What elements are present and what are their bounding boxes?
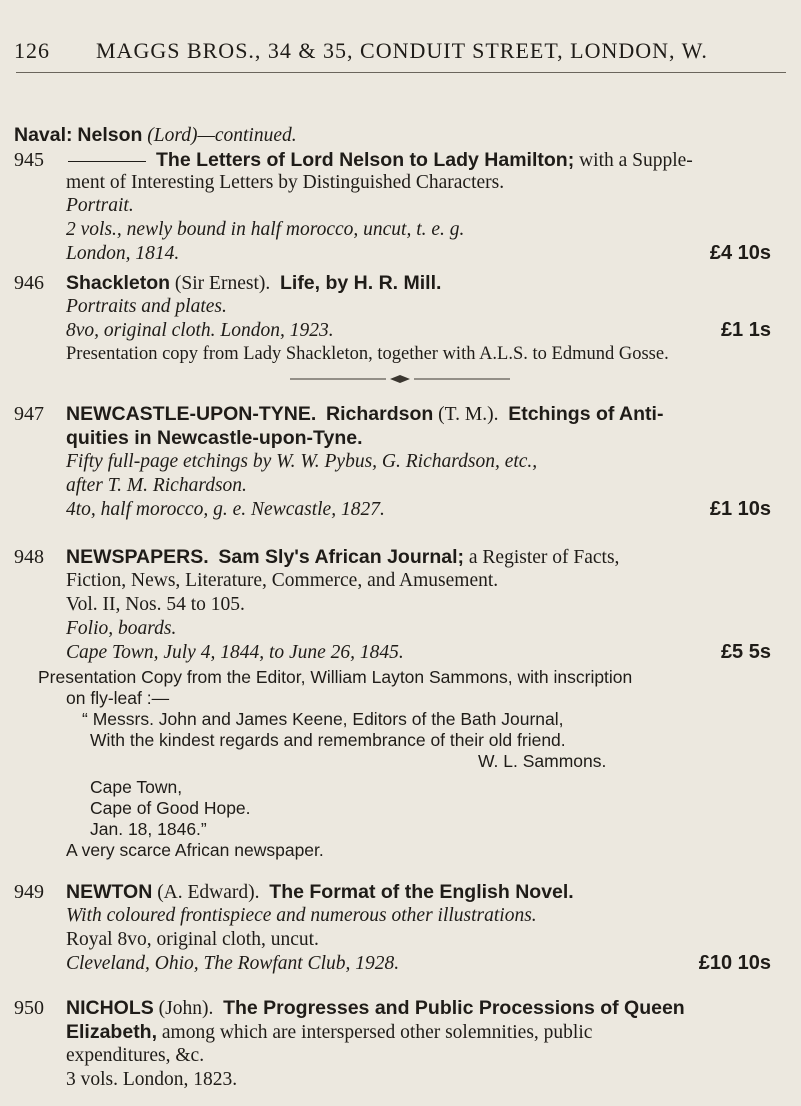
header-rule: [16, 72, 786, 73]
entry-price: £1 1s: [720, 319, 771, 341]
entry-desc: 3 vols. London, 1823.: [66, 1069, 238, 1090]
inscription-line: “ Messrs. John and James Keene, Editors of the Bath Journal,: [82, 709, 564, 729]
entry-name-rest: (Sir Ernest).: [174, 273, 271, 294]
entry-947-heading: [14, 402, 663, 427]
entry-title: Elizabeth,: [66, 1021, 158, 1043]
entry-name: NEWSPAPERS.: [66, 546, 209, 568]
entry-title: quities in Newcastle-upon-Tyne.: [66, 427, 363, 449]
entry-name-rest: (Lord)—continued.: [147, 125, 297, 146]
entry-desc: Folio, boards.: [66, 618, 177, 639]
page-header: [14, 38, 784, 64]
entry-author-rest: (T. M.).: [438, 404, 499, 425]
entry-title: The Progresses and Public Processions of Queen: [223, 997, 685, 1019]
inscription-line: With the kindest regards and remembrance of their old friend.: [90, 730, 566, 750]
entry-desc: [66, 928, 319, 952]
entry-format: Royal 8vo, original cloth, uncut.: [66, 929, 319, 950]
entry-imprint: Cleveland, Ohio, The Rowfant Club, 1928.: [66, 953, 400, 974]
inscription-signature: W. L. Sammons.: [478, 751, 607, 771]
inscription-line: Cape Town,: [90, 777, 183, 797]
entry-948-heading: [14, 545, 619, 570]
lot-number: 945: [14, 149, 44, 171]
entry-desc: Fifty full-page etchings by W. W. Pybus, G. Richardson, etc.,: [66, 451, 538, 472]
entry-desc: Portrait.: [66, 195, 134, 216]
entry-imprint: London, 1814.: [66, 243, 180, 264]
entry-imprint: Cape Town, July 4, 1844, to June 26, 1845.: [66, 642, 404, 663]
entry-946-heading: [14, 271, 441, 296]
entry-name: NEWCASTLE-UPON-TYNE.: [66, 403, 317, 425]
entry-title: The Format of the English Novel.: [269, 881, 574, 903]
section-heading: [14, 123, 297, 148]
entry-950-heading: [14, 996, 685, 1021]
entry-949-heading: [14, 880, 574, 905]
entry-desc: 2 vols., newly bound in half morocco, uncut, t. e. g.: [66, 219, 465, 240]
entry-title-rest: among which are interspersed other solemnities, public: [161, 1022, 593, 1043]
entry-desc: Fiction, News, Literature, Commerce, and Amusement.: [66, 570, 499, 591]
entry-name: NEWTON: [66, 881, 153, 903]
section-divider-ornament: [290, 374, 510, 384]
entry-name: Shackleton: [66, 272, 171, 294]
publisher-line: MAGGS BROS., 34 & 35, CONDUIT STREET, LONDON, W.: [96, 38, 708, 63]
ditto-dash: [68, 161, 146, 162]
entry-desc: Vol. II, Nos. 54 to 105.: [66, 594, 245, 615]
entry-name-rest: (A. Edward).: [157, 882, 260, 903]
lot-number: 946: [14, 272, 44, 294]
entry-title: Life, by H. R. Mill.: [279, 272, 442, 294]
entry-desc: ment of Interesting Letters by Distinguished Characters.: [66, 172, 505, 193]
entry-name: Nelson: [77, 124, 143, 146]
lot-number: 947: [14, 403, 44, 425]
entry-desc: Portraits and plates.: [66, 296, 227, 317]
entry-title-rest: with a Supple-: [579, 150, 693, 171]
entry-price: £4 10s: [709, 242, 771, 264]
entry-desc: 8vo, original cloth. London, 1923.: [66, 320, 334, 341]
entry-title: The Letters of Lord Nelson to Lady Hamilton;: [156, 149, 575, 171]
entry-desc: expenditures, &c.: [66, 1045, 205, 1066]
entry-price: £10 10s: [698, 952, 771, 974]
lot-number: 950: [14, 997, 44, 1019]
entry-author: Richardson: [326, 403, 434, 425]
page-number: 126: [14, 38, 50, 63]
entry-desc: 4to, half morocco, g. e. Newcastle, 1827.: [66, 499, 385, 520]
entry-note: on fly-leaf :—: [66, 688, 170, 708]
lot-number: 948: [14, 546, 44, 568]
inscription-line: Jan. 18, 1846.”: [90, 819, 207, 839]
entry-desc: With coloured frontispiece and numerous other illustrations.: [66, 905, 537, 926]
entry-desc: after T. M. Richardson.: [66, 475, 247, 496]
entry-note: A very scarce African newspaper.: [66, 840, 324, 860]
entry-title-rest: a Register of Facts,: [468, 547, 620, 568]
lot-number: 949: [14, 881, 44, 903]
entry-name: NICHOLS: [66, 997, 154, 1019]
inscription-line: Cape of Good Hope.: [90, 798, 251, 818]
entry-title-line: [66, 1020, 592, 1045]
entry-945-title: [14, 148, 693, 173]
entry-name-rest: (John).: [158, 998, 214, 1019]
entry-note: Presentation Copy from the Editor, William Layton Sammons, with inscription: [38, 667, 633, 687]
entry-price: £5 5s: [720, 641, 771, 663]
entry-price: £1 10s: [709, 498, 771, 520]
entry-title: Sam Sly's African Journal;: [218, 546, 464, 568]
section-label: Naval:: [14, 124, 73, 146]
entry-note: Presentation copy from Lady Shackleton, together with A.L.S. to Edmund Gosse.: [66, 344, 669, 364]
entry-title: Etchings of Anti-: [508, 403, 664, 425]
